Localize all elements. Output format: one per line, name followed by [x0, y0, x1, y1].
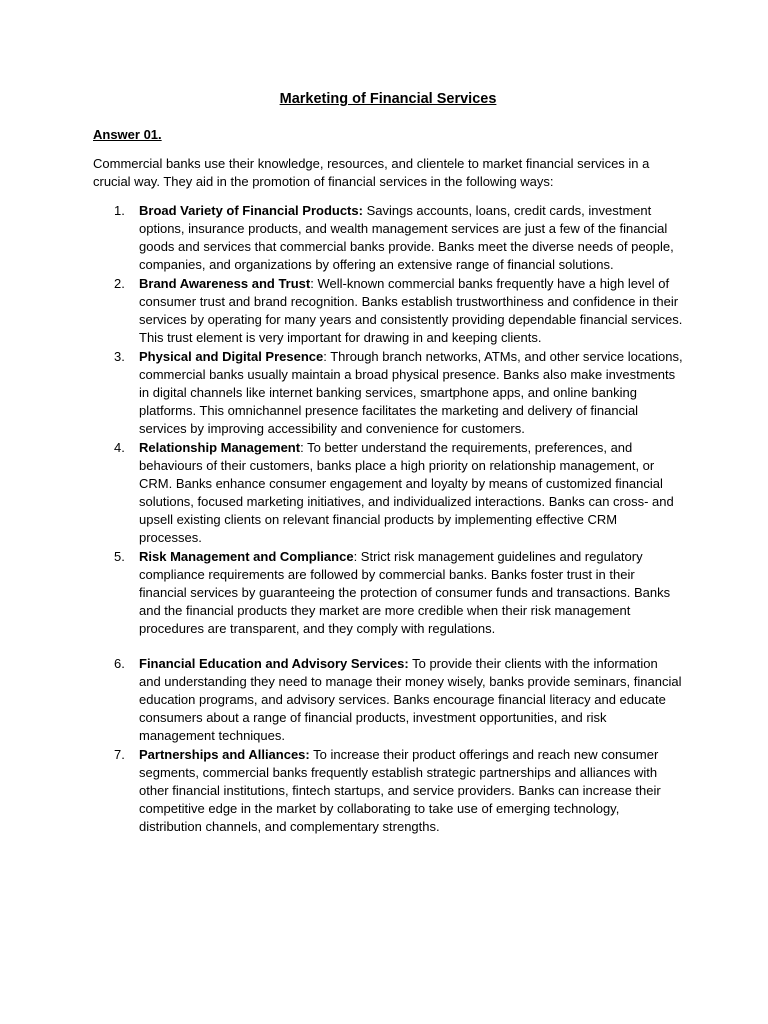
list-item-number: 3.: [114, 349, 125, 364]
list-item-body: : Strict risk management guidelines and regulatory compliance requirements are followed by commercial banks. Banks foster trust in their financial services by guaranteeing the protection of consumer funds and transactions. Banks and the financial products they market are more credible when their risk management procedures are transparent, and they comply with regulations.: [139, 549, 671, 636]
list-item-number: 5.: [114, 549, 125, 564]
list-item: [93, 348, 683, 438]
list-item-heading: Brand Awareness and Trust: [139, 276, 311, 291]
list-item-body: : Through branch networks, ATMs, and other service locations, commercial banks usually maintain a broad physical presence. Banks also make investments in digital channels like internet banking services, smartphone apps, and online banking platforms. This omnichannel presence facilitates the marketing and delivery of financial services by improving accessibility and convenience for customers.: [139, 349, 683, 436]
list-item: [93, 746, 683, 836]
list-item-body: : To better understand the requirements, preferences, and behaviours of their customers, banks place a high priority on relationship management, or CRM. Banks enhance consumer engagement and loyalty by means of customized financial solutions, focused marketing initiatives, and individualized interactions. Banks can cross- and upsell existing clients on relevant financial products by implementing effective CRM processes.: [139, 440, 674, 545]
list-item-body: To increase their product offerings and reach new consumer segments, commercial banks frequently establish strategic partnerships and alliances with other financial institutions, fintech startups, and service providers. Banks can increase their competitive edge in the market by collaborating to take use of emerging technology, distribution channels, and complementary strengths.: [139, 747, 661, 834]
list-item-heading: Relationship Management: [139, 440, 301, 455]
list-item-body: : Well-known commercial banks frequently have a high level of consumer trust and brand recognition. Banks establish trustworthiness and confidence in their services by operating for many years and consistently providing dependable financial services. This trust element is very important for drawing in and keeping clients.: [139, 276, 683, 345]
document-page: [93, 90, 683, 837]
list-item-body: Savings accounts, loans, credit cards, investment options, insurance products, and wealth management services are just a few of the financial goods and services that commercial banks provide. Banks meet the diverse needs of people, companies, and organizations by offering an extensive range of financial solutions.: [139, 203, 674, 272]
list-item: [93, 548, 683, 638]
document-title: Marketing of Financial Services: [279, 91, 497, 107]
list-item-heading: Physical and Digital Presence: [139, 349, 324, 364]
list-item-heading: Risk Management and Compliance: [139, 549, 354, 564]
list-item-heading: Financial Education and Advisory Services:: [139, 656, 409, 671]
list-item-number: 2.: [114, 276, 125, 291]
list-item-number: 6.: [114, 656, 125, 671]
list-item: [93, 655, 683, 745]
ways-list: [93, 202, 683, 836]
list-item: [93, 275, 683, 347]
intro-paragraph: Commercial banks use their knowledge, resources, and clientele to market financial services in a crucial way. They aid in the promotion of financial services in the following ways:: [93, 156, 650, 189]
list-item-heading: Partnerships and Alliances:: [139, 747, 310, 762]
list-item: [93, 202, 683, 274]
list-item: [93, 439, 683, 547]
list-item-body: To provide their clients with the information and understanding they need to manage their money wisely, banks provide seminars, financial education programs, and advisory services. Banks encourage financial literacy and educate consumers about a range of financial products, investment opportunities, and risk management techniques.: [139, 656, 682, 743]
list-item-number: 7.: [114, 747, 125, 762]
answer-label: Answer 01.: [93, 127, 162, 142]
list-item-number: 1.: [114, 203, 125, 218]
list-item-heading: Broad Variety of Financial Products:: [139, 203, 363, 218]
list-item-number: 4.: [114, 440, 125, 455]
